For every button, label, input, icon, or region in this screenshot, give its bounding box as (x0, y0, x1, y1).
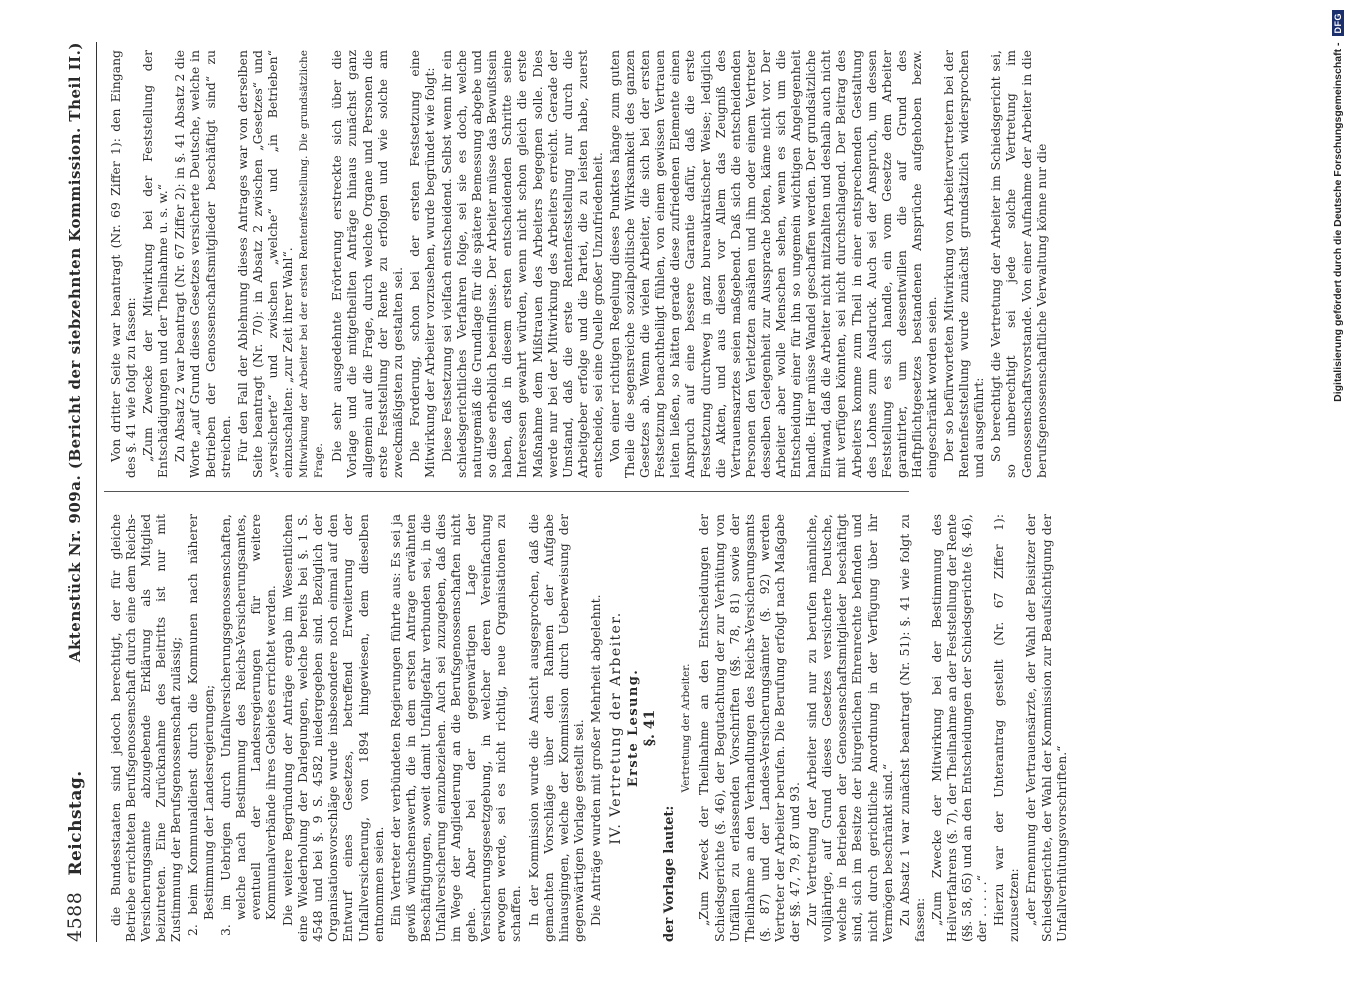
column-divider (104, 491, 909, 492)
lead-text: der Vorlage lautet: (662, 805, 678, 942)
paragraph: Zu Absatz 1 war zunächst beantragt (Nr. 51): §. 41 wie folgt zu fassen: (896, 514, 927, 942)
paragraph: Für den Fall der Ablehnung dieses Antrages war von derselben Seite beantragt (Nr. 70): in Absatz 2 zwischen „Gesetzes“ und „versicherte“ und zwischen „welche“ und „in Betrieben“ einzuschalten: „zur Zeit ihrer Wahl“. (234, 50, 296, 478)
paragraph: Hierzu war der Unterantrag gestellt (Nr. 67 Ziffer 1): zuzusetzen: (991, 514, 1022, 942)
paragraph: Zur Vertretung der Arbeiter sind nur zu berufen männliche, volljährige, auf Grund dieses Gesetzes versicherte Deutsche, welche in Betrieben der Genossenschaftsmitglieder beschäftigt sind, sich im Besitze der bürgerlichen Ehrenrechte befinden und nicht durch gerichtliche Anordnung in der Verfügung über ihr Vermögen beschränkt sind.“ (804, 514, 895, 942)
header-rule (96, 42, 97, 942)
paragraph: So berechtigt die Vertretung der Arbeiter im Schiedsgericht sei, so unberechtigt sei jede solche Vertretung im Genossenschaftsvorstande. Von einer Aufnahme der Arbeiter in die berufsgenossenschaftliche Verwaltung könne nur die (988, 50, 1049, 478)
paragraph: Ein Vertreter der verbündeten Regierungen führte aus: Es sei ja gewiß wünschenswerth, die in dem ersten Antrage erwähnten Beschäftigungen, soweit damit Unfallgefahr verbunden sei, in die Unfallversicherung einzubeziehen. Auch sei zuzugeben, daß dies im Wege der Angliederung an die Berufsgenossenschaften nicht gehe. Aber bei der gegenwärtigen Lage der Versicherungsgesetzgebung, in welcher deren Vereinfachung erwogen werde, sei es nicht richtig, neue Organisationen zu schaffen. (387, 514, 524, 942)
left-column (108, 514, 1071, 942)
page-header (60, 42, 90, 942)
paragraph: In der Kommission wurde die Ansicht ausgesprochen, daß die gemachten Vorschläge über den Rahmen der Aufgabe hinausgingen, welche der Kommission durch Ueberweisung der gegenwärtigen Vorlage gestellt sei. (525, 514, 586, 942)
paragraph: Der so befürworteten Mitwirkung von Arbeitervertretern bei der Rentenfeststellung wurde zunächst grundsätzlich widersprochen und ausgeführt: (941, 50, 987, 478)
paragraph: „Zum Zwecke der Mitwirkung bei der Bestimmung des Heilverfahrens (§. 7), der Theilnahme an der Feststellung der Rente (§§. 58, 65) und an den Entscheidungen der Schiedsgerichte (§. 46), der . . . . .“ (928, 514, 990, 942)
paragraph: Von einer richtigen Regelung dieses Punktes hänge zum guten Theile die segensreiche sozialpolitische Wirksamkeit des ganzen Gesetzes ab. Wenn die vielen Arbeiter, die sich bei der ersten Festsetzung benachtheiligt fühlen, von einem gewissen Vertrauen leiten ließen, so hätten gerade diese zufriedenen Elemente einen Anspruch auf eine bessere Garantie dafür, daß die erste Festsetzung durchweg in ganz bureaukratischer Weise; lediglich die Akten, und aus diesen vor Allem das Zeugniß des Vertrauensarztes seien maßgebend. Daß sich die entscheidenden Personen den Verletzten ansähen und ihm oder einem Vertreter desselben Gelegenheit zur Aussprache böten, käme nicht vor. Der Arbeiter aber wolle Menschen sehen, wenn es sich um die Entscheidung einer für ihn so ungemein wichtigen Angelegenheit handle. Hier müsse Wandel geschaffen werden. Der grundsätzliche Einwand, daß die Arbeiter nicht mitzahlten und deshalb auch nicht mit verfügen könnten, sei nicht durchschlagend. Der Beitrag des Arbeiters komme zum Theil in einer entsprechenden Gestaltung des Lohnes zum Ausdruck. Auch sei der Anspruch, um dessen Feststellung es sich handle, ein vom Gesetze dem Arbeiter garantirter, um dessentwillen die auf Grund des Haftpflichtgesetzes bestandenen Ansprüche aufgehoben bezw. eingeschränkt worden seien. (607, 50, 939, 478)
publication-title: Reichstag. (66, 770, 86, 876)
numbered-item: 2. beim Kommunaldienst durch die Kommunen nach näherer Bestimmung der Landesregierungen; (185, 514, 216, 936)
paragraph: „Zum Zweck der Theilnahme an den Entscheidungen der Schiedsgerichte (§. 46), der Begutachtung der zur Verhütung von Unfällen zu erlassenden Vorschriften (§§. 78, 81) sowie der Theilnahme an den Verhandlungen des Reichs-Versicherungsamts (§. 87) und der Landes-Versicherungsämter (§. 92) werden Vertreter der Arbeiter berufen. Die Berufung erfolgt nach Maßgabe der §§. 47, 79, 87 und 93. (696, 514, 803, 942)
credit-text: Digitalisierung gefördert durch die Deutsche Forschungsgemeinschaft - (1332, 42, 1344, 402)
paragraph: Die weitere Begründung der Anträge ergab im Wesentlichen eine Wiederholung der Darlegungen, welche bereits bei §. 1 S. 4548 und bei §. 9 S. 4582 niedergegeben sind. Bezüglich der Organisationsvorschläge wurde insbesondere noch einmal auf den Entwurf eines Gesetzes, betreffend Erweiterung der Unfallversicherung, von 1894 hingewiesen, dem dieselben entnommen seien. (280, 514, 386, 942)
paragraph: Von dritter Seite war beantragt (Nr. 69 Ziffer 1): den Eingang des §. 41 wie folgt zu fassen: (108, 50, 139, 478)
paragraph: Zu Absatz 2 war beantragt (Nr. 67 Ziffer 2): in §. 41 Absatz 2 die Worte „auf Grund dieses Gesetzes versicherte Deutsche, welche in Betrieben der Genossenschaftsmitglieder beschäftigt sind“ zu streichen. (172, 50, 233, 478)
paragraph: Die sehr ausgedehnte Erörterung erstreckte sich über die Vorlage und die mitgetheilten Anträge hinaus zunächst ganz allgemein auf die Frage, durch welche Organe und Personen die erste Feststellung der Rente zu erfolgen und wie solche am zweckmäßigsten zu gestalten sei. (329, 50, 405, 478)
page-number: 4588 (64, 891, 86, 942)
paragraph: Diese Festsetzung sei vielfach entscheidend. Selbst wenn ihr ein schiedsgerichtliches Verfahren folge, sei sie es doch, welche naturgemäß die Grundlage für die spätere Bemessung abgebe und so diese erheblich beeinflusse. Der Arbeiter müsse das Bewußtsein haben, daß in diesem ersten entscheidenden Schritte seine Interessen gewahrt würden, wenn nicht schon gleich die erste Maßnahme dem Mißtrauen des Arbeiters begegnen solle. Dies werde nur bei der Mitwirkung des Arbeiters erreicht. Gerade der Umstand, daß die erste Rentenfeststellung nur durch die Arbeitgeber erfolge und die Partei, die zu leisten habe, zuerst entscheide, sei eine Quelle großer Unzufriedenheit. (438, 50, 605, 478)
section-heading: IV. Vertretung der Arbeiter. (608, 611, 624, 845)
paragraph: „der Ernennung der Vertrauensärzte, der Wahl der Beisitzer der Schiedsgerichte, der Wahl der Kommission zur Beaufsichtigung der Unfallverhütungsvorschriften.“ (1023, 514, 1069, 942)
document-title: Aktenstück Nr. 909a. (Bericht der siebzehnten Kommission. Theil II.) (66, 42, 84, 663)
paragraph: Die Anträge wurden mit großer Mehrheit abgelehnt. (587, 594, 603, 926)
marginal-note: Vertretung der Arbeiter. (680, 663, 693, 793)
marginal-note: Mitwirkung der Arbeiter bei der ersten Rentenfeststellung. Die grundsätzliche Frage. (298, 50, 326, 478)
paragraph: „Zum Zwecke der Mitwirkung bei der Feststellung der Entschädigungen und der Theilnahme u. s. w.“ (140, 50, 171, 478)
paragraph: die Bundesstaaten sind jedoch berechtigt, der für gleiche Betriebe errichteten Berufsgenossenschaft durch eine dem Reichs-Versicherungsamte abzugebende Erklärung als Mitglied beizutreten. Eine Zurücknahme des Beitritts ist nur mit Zustimmung der Berufsgenossenschaft zulässig; (108, 514, 184, 942)
right-column (108, 50, 1051, 478)
dfg-logo: DFG (1332, 10, 1344, 37)
paragraph: Die Forderung, schon bei der ersten Festsetzung eine Mitwirkung der Arbeiter vorzusehen, wurde begründet wie folgt: (406, 50, 437, 478)
digitization-credit (1328, 10, 1348, 990)
reading-heading: Erste Lesung. (626, 668, 642, 788)
numbered-item: 3. im Uebrigen durch Unfallversicherungsgenossenschaften, welche nach Bestimmung des Reichs-Versicherungsamtes, eventuell der Landesregierungen für weitere Kommunalverbände ihres Gebietes errichtet werden. (217, 514, 278, 936)
paragraph-number: §. 41 (642, 709, 659, 747)
